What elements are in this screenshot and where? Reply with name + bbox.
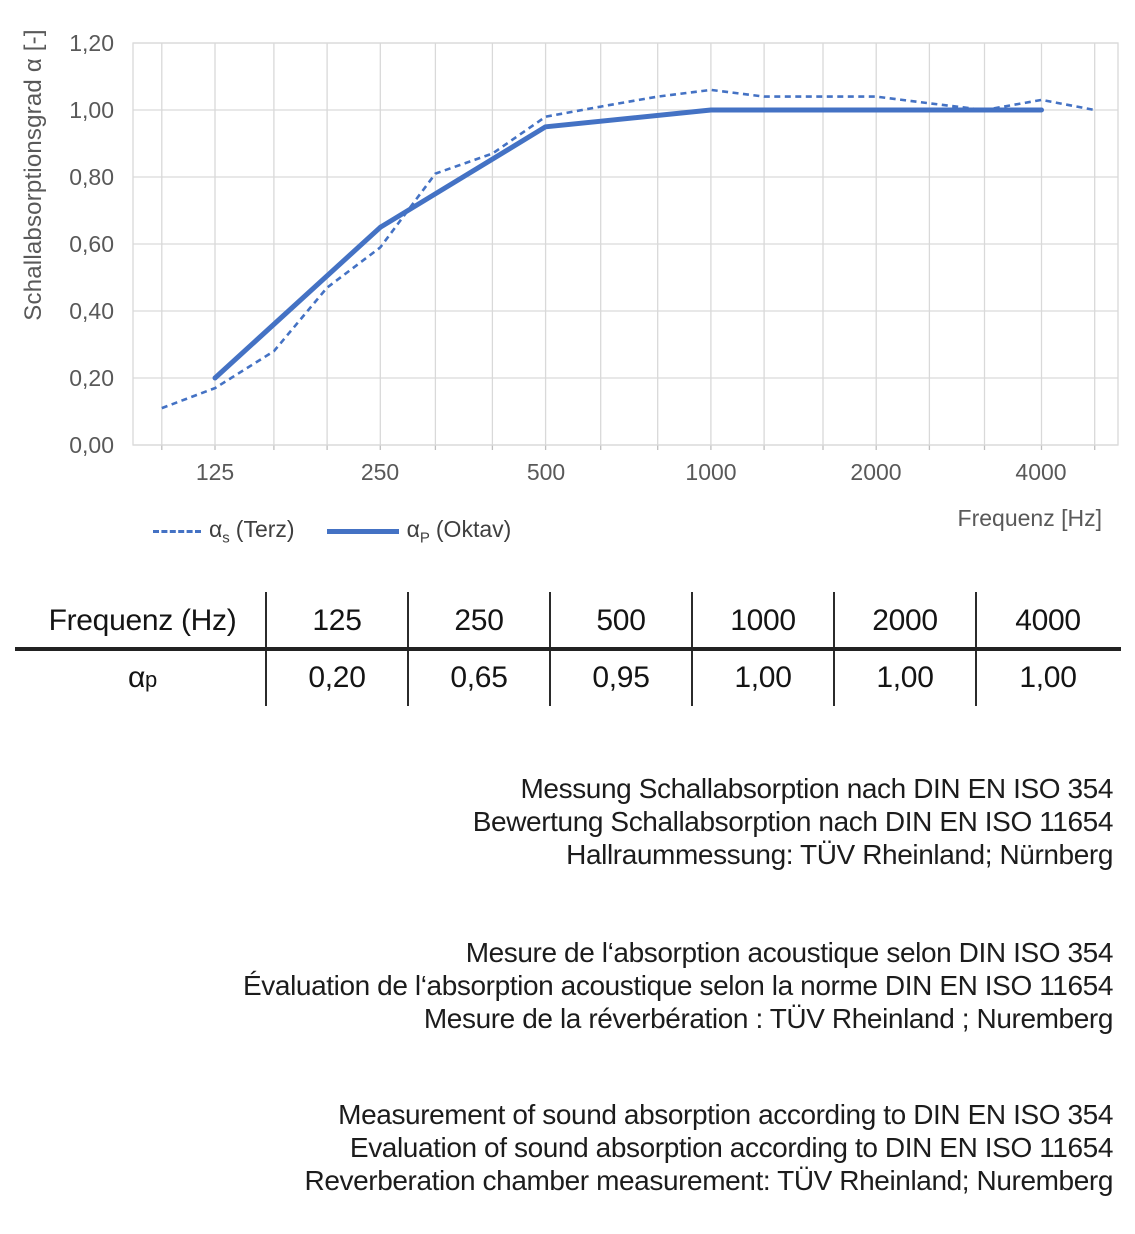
table-cell-value: 0,65 [409,649,551,706]
y-tick-label: 0,00 [69,432,114,458]
legend-text: (Terz) [235,516,295,542]
alpha-subscript: s [222,529,230,547]
y-tick-label: 0,20 [69,365,114,391]
table-cell-value: 1,00 [1019,660,1077,694]
y-tick-label: 1,20 [69,30,114,56]
y-tick-label: 1,00 [69,97,114,123]
table-header-value: 125 [267,592,409,649]
x-tick-label: 1000 [685,459,737,485]
note-german [473,772,1113,871]
legend-item-oktav [327,516,512,547]
x-axis-tick-labels [196,459,1067,485]
x-axis-title: Frequenz [Hz] [957,505,1102,531]
table-cell-value: 1,00 [835,649,977,706]
note-line: Evaluation of sound absorption according to DIN EN ISO 11654 [349,1132,1113,1163]
y-axis-tick-labels [69,30,114,458]
chart-legend [153,516,511,547]
note-english [305,1098,1114,1197]
x-tick-label: 125 [195,459,235,485]
note-french [243,936,1113,1035]
note-line: Bewertung Schallabsorption nach DIN EN ISO 11654 [472,806,1113,837]
legend-item-terz [153,516,295,547]
table-header-value: 250 [409,592,551,649]
dashed-line-swatch [153,530,201,533]
x-tick-label: 4000 [1015,459,1067,485]
note-line: Messung Schallabsorption nach DIN EN ISO 354 [520,773,1113,804]
table-cell-value: 1,00 [693,649,835,706]
table-header-value: 4000 [1015,603,1081,637]
legend-label-terz [209,516,295,547]
x-tick-label: 250 [360,459,400,485]
alpha-symbol: α [406,516,420,542]
note-line: Mesure de la réverbération : TÜV Rheinland ; Nuremberg [423,1003,1113,1034]
note-line: Reverberation chamber measurement: TÜV Rheinland; Nuremberg [304,1165,1113,1196]
note-line: Évaluation de l‘absorption acoustique selon la norme DIN EN ISO 11654 [243,970,1113,1001]
y-axis-title: Schallabsorptionsgrad α [-] [20,29,47,321]
y-tick-label: 0,40 [69,298,114,324]
note-line: Hallraummessung: TÜV Rheinland; Nürnberg [566,839,1113,870]
note-line: Mesure de l‘absorption acoustique selon DIN ISO 354 [465,937,1113,968]
table-header-value: 500 [551,592,693,649]
table-header-value: 2000 [835,592,977,649]
y-tick-label: 0,60 [69,231,114,257]
solid-line-swatch [327,529,399,534]
absorption-chart [0,0,1135,560]
x-tick-label: 2000 [850,459,902,485]
alpha-subscript: P [419,529,430,547]
table-cell-value: 0,95 [551,649,693,706]
alpha-symbol: α [128,660,146,694]
table-row-label-alpha-p [20,649,267,706]
table-header-value: 1000 [693,592,835,649]
chart-gridlines-and-series [133,43,1118,450]
table-cell-value: 0,20 [267,649,409,706]
legend-label-oktav [407,516,512,547]
alpha-symbol: α [209,516,223,542]
x-tick-label: 500 [526,459,566,485]
alpha-subscript: p [145,666,157,692]
note-line: Measurement of sound absorption according to DIN EN ISO 354 [338,1099,1113,1130]
y-tick-label: 0,80 [69,164,114,190]
table-header-frequency: Frequenz (Hz) [20,592,267,649]
table-header-rule [15,647,1121,651]
legend-text: (Oktav) [435,516,512,542]
